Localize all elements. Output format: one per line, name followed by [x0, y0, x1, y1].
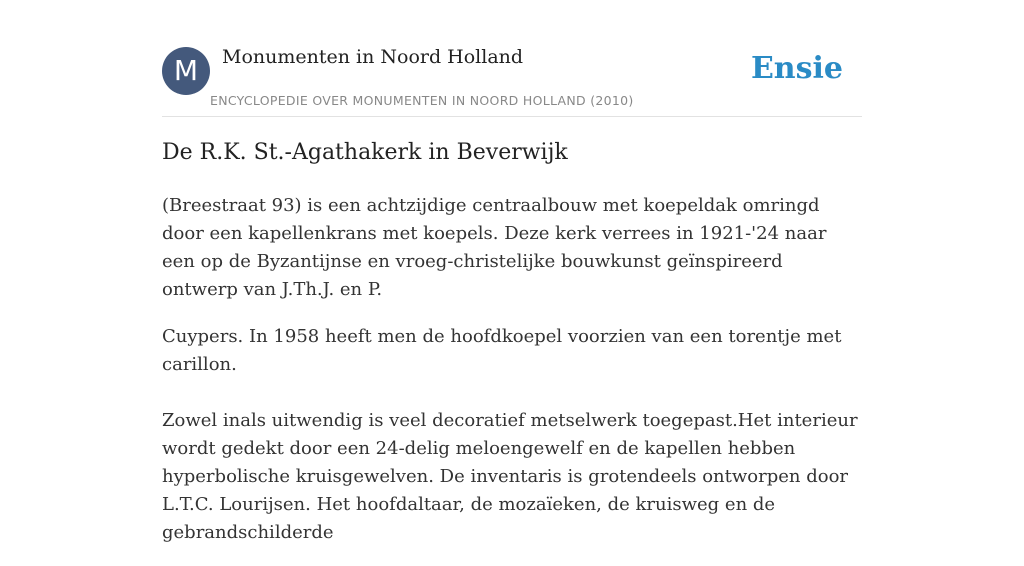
source-header: [162, 46, 862, 117]
source-title-link[interactable]: Monumenten in Noord Holland: [222, 46, 524, 68]
ensie-logo[interactable]: Ensie: [750, 51, 843, 86]
article-paragraph-3: Zowel inals uitwendig is veel decoratief metselwerk toegepast.Het interieur wordt gedekt door een 24-delig meloengewelf en de kapellen hebben hyperbolische kruisgewelven. De inventaris is grotendeels ontworpen door L.T.C. Lourijsen. Het hoofdaltaar, de mozaïeken, de kruisweg en de gebrandschilderde: [162, 410, 858, 543]
article-paragraph-1: (Breestraat 93) is een achtzijdige centraalbouw met koepeldak omringd door een kapellenkrans met koepels. Deze kerk verrees in 1921-'24 naar een op de Byzantijnse en vroeg-christelijke bouwkunst geïnspireerd ontwerp van J.Th.J. en P.: [162, 195, 827, 300]
source-avatar[interactable]: M: [162, 47, 210, 95]
source-subtitle: ENCYCLOPEDIE OVER MONUMENTEN IN NOORD HOLLAND (2010): [210, 93, 634, 108]
article-body: [162, 192, 862, 566]
article-title: De R.K. St.-Agathakerk in Beverwijk: [162, 140, 568, 165]
article-paragraph-2: Cuypers. In 1958 heeft men de hoofdkoepel voorzien van een torentje met carillon.: [162, 326, 842, 375]
